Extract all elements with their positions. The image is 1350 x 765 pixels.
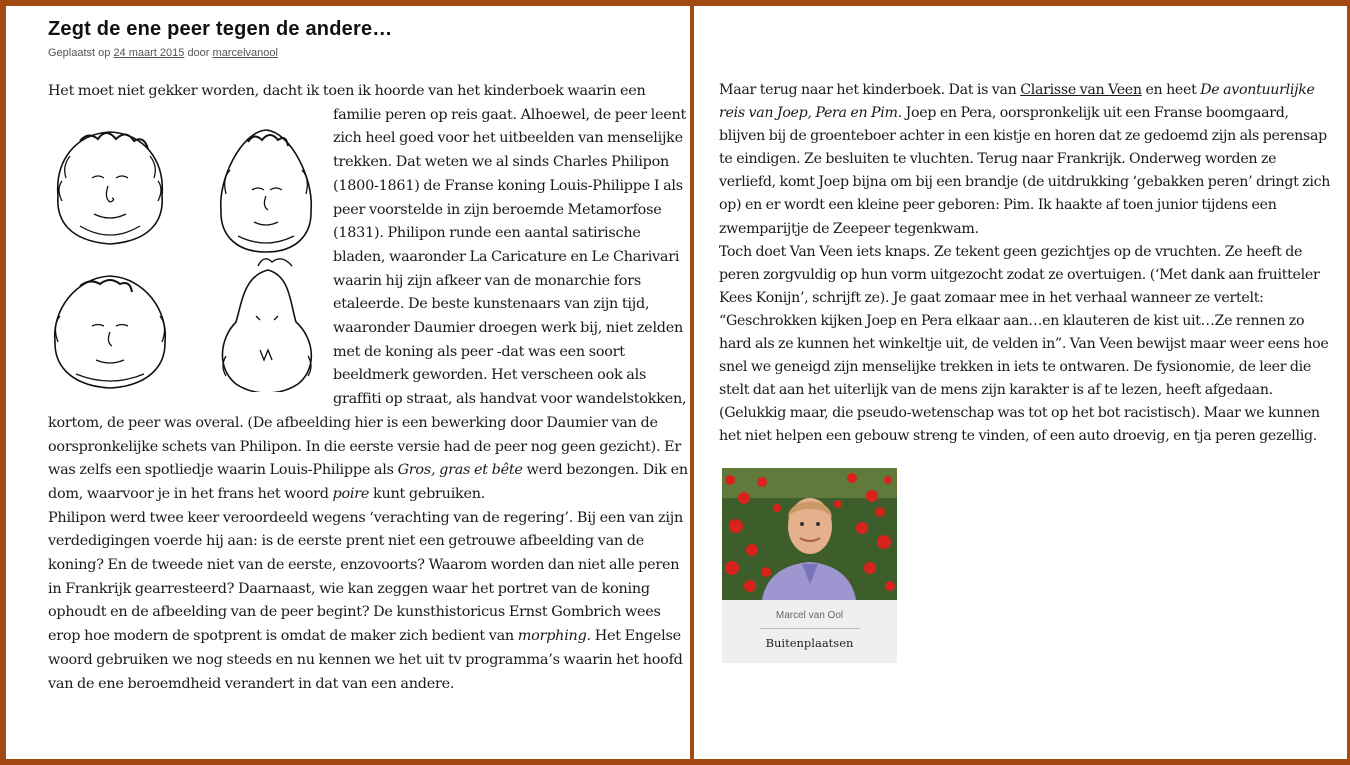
- king-head-3: [55, 276, 166, 388]
- article-body-left: [48, 80, 688, 696]
- paragraph-3-mid: en heet: [1141, 82, 1201, 98]
- morphing-word: morphing: [517, 628, 587, 645]
- paragraph-1: [48, 80, 688, 507]
- author-card[interactable]: [722, 468, 897, 663]
- meta-prefix: Geplaatst op: [48, 47, 111, 59]
- right-panel: [694, 6, 1347, 759]
- card-divider: [760, 628, 860, 629]
- author-link[interactable]: marcelvanool: [212, 47, 278, 59]
- pear-metamorphosis-illustration: [48, 128, 333, 392]
- post-title: Zegt de ene peer tegen de andere…: [48, 18, 393, 40]
- author-clarisse-link[interactable]: Clarisse van Veen: [1020, 82, 1142, 98]
- book-title: De avontuurlijke reis van Joep, Pera en Pim: [719, 82, 1315, 122]
- author-photo: [722, 468, 897, 600]
- author-subtitle: Buitenplaatsen: [765, 636, 854, 650]
- paragraph-3-end: . Joep en Pera, oorspronkelijk uit een Franse boomgaard, blijven bij de groenteboer achter in een kistje en horen dat ze gedoemd zijn als perensap te eindigen. Ze besluiten te vluchten. Terug naar Frankrijk. Onderweg worden ze verliefd, komt Joep bijna om bij een brandje (de uitdrukking ‘gebakken peren’ dringt zich op) en er wordt een kleine peer geboren: Pim. Ik haakte af toen junior tijdens een zwemparijtje de Zeepeer tegenkwam.: [719, 105, 1331, 237]
- song-title: Gros, gras et bête: [397, 462, 523, 479]
- paragraph-4: Toch doet Van Veen iets knaps. Ze tekent geen gezichtjes op de vruchten. Ze heeft de peren zorgvuldig op hun vorm uitgezocht zodat ze overtuigen. (‘Met dank aan fruitteler Kees Konijn’, schrijft ze). Je gaat zomaar mee in het verhaal wanneer ze vertelt: “Geschrokken kijken Joep en Pera elkaar aan…en klauteren de kist uit…Ze rennen zo hard als ze kunnen het winkeltje uit, de velden in”. Van Veen bewijst maar weer eens hoe snel we geneigd zijn menselijke trekken in iets te ontwaren. De fysionomie, de leer die stelt dat aan het uiterlijk van de mens zijn karakter is af te lezen, heeft afgedaan. (Gelukkig maar, die pseudo-wetenschap was tot op het bot racistisch). Maar we kunnen het niet helpen een gebouw streng te vinden, of een auto droevig, en tja peren gezellig.: [719, 243, 1329, 445]
- meta-by: door: [187, 47, 210, 59]
- author-name: Marcel van Ool: [775, 610, 844, 621]
- paragraph-2: [48, 507, 688, 697]
- caricature-drawing: [48, 128, 333, 392]
- paragraph-2-text: Philipon werd twee keer veroordeeld wegens ‘verachting van de regering’. Bij een van zijn verdedigingen voerde hij aan: is de eerste prent niet een getrouwe afbeelding van de koning? En de tweede niet van de eerste, enzovoorts? Waarom worden dan niet alle peren in Frankrijk gearresteerd? Daarnaast, wie kan zeggen waar het portret van de koning ophoudt en de afbeelding van de peer begint? De kunsthistoricus Ernst Gombrich wees erop hoe modern de spotprent is omdat de maker zich bedient van: [48, 509, 683, 645]
- post-date-link[interactable]: 24 maart 2015: [113, 47, 185, 59]
- paragraph-2-end: . Het Engelse woord gebruiken we nog steeds en nu kennen we het uit tv programma’s waarin het hoofd van de ene beroemdheid verandert in dat van een andere.: [48, 628, 683, 692]
- king-head-1: [58, 132, 163, 244]
- post-meta: [48, 47, 278, 59]
- left-panel: [6, 6, 690, 759]
- paragraph-1-end: kunt gebruiken.: [369, 485, 486, 502]
- poire-word: poire: [332, 485, 370, 502]
- paragraph-1-text: Het moet niet gekker worden, dacht ik toen ik hoorde van het kinderboek waarin een familie peren op reis gaat. Alhoewel, de peer leent zich heel goed voor het uitbeelden van menselijke trekken. Dat weten we al sinds Charles Philipon (1800-1861) de Franse koning Louis-Philippe I als peer voorstelde in zijn beroemde Metamorfose (1831). Philipon runde een aantal satirische bladen, waaronder La Caricature en Le Charivari waarin hij zijn afkeer van de monarchie fors etaleerde. De beste kunstenaars van zijn tijd, waaronder Daumier droegen werk bij, niet zelden met de koning als peer -dat was een soort beeldmerk geworden. Het verscheen ook als graffiti op straat, als handvat voor wandelstokken, kortom, de peer was overal. (De afbeelding hier is een bewerking door Daumier van de oorspronkelijke schets van Philipon. In die eerste versie had de peer nog geen gezicht). Er was zelfs een spotliedje waarin Louis-Philippe als: [48, 83, 687, 479]
- paragraph-3-text: Maar terug naar het kinderboek. Dat is van: [719, 82, 1021, 98]
- paragraph-3: [719, 79, 1331, 241]
- king-head-2: [221, 130, 312, 252]
- article-body-right: [719, 79, 1331, 449]
- pear-shape: [222, 259, 311, 392]
- author-photo-image: [722, 468, 897, 600]
- paragraph-1-mid: werd bezongen. Dik en dom, waarvoor je in het frans het woord: [48, 462, 688, 502]
